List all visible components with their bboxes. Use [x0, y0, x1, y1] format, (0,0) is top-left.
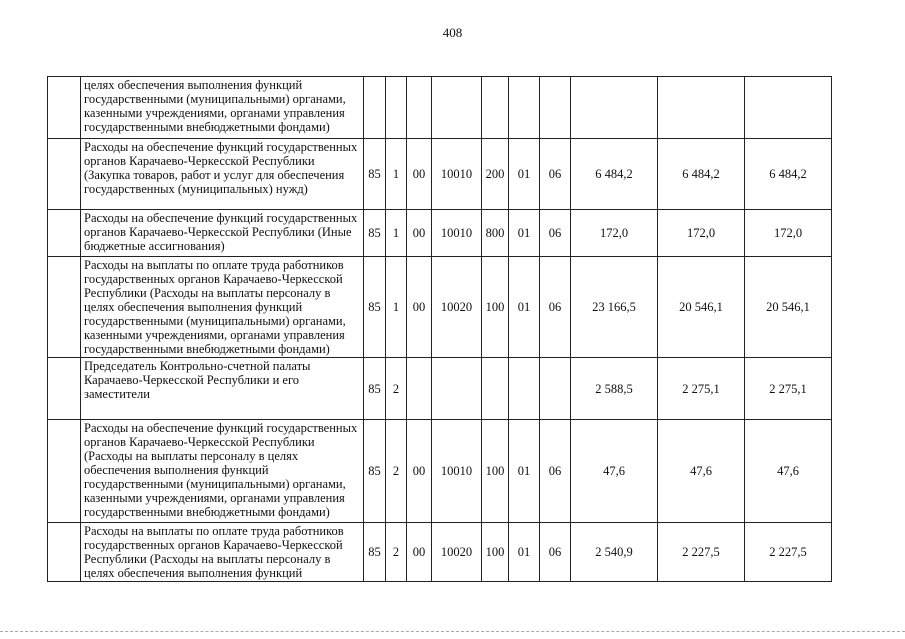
section-code-cell: 01 — [509, 257, 540, 358]
section-code-cell: 01 — [509, 523, 540, 582]
row-margin-cell — [48, 358, 81, 420]
section-code-cell: 01 — [509, 210, 540, 257]
expense-type-code-cell: 800 — [482, 210, 509, 257]
direction-code-cell: 10010 — [432, 210, 482, 257]
program-code-cell — [407, 358, 432, 420]
subsection-code-cell: 06 — [540, 523, 571, 582]
group-code-cell: 85 — [364, 210, 386, 257]
subsection-code-cell — [540, 77, 571, 139]
section-code-cell: 01 — [509, 420, 540, 523]
direction-code-cell: 10010 — [432, 420, 482, 523]
table-row — [48, 77, 832, 139]
subgroup-code-cell — [386, 77, 407, 139]
group-code-cell: 85 — [364, 358, 386, 420]
amount-year-3-cell: 6 484,2 — [745, 139, 832, 210]
subgroup-code-cell: 1 — [386, 210, 407, 257]
group-code-cell: 85 — [364, 257, 386, 358]
program-code-cell: 00 — [407, 257, 432, 358]
scan-edge-line — [0, 631, 905, 632]
direction-code-cell: 10020 — [432, 257, 482, 358]
amount-year-1-cell: 47,6 — [571, 420, 658, 523]
amount-year-3-cell: 172,0 — [745, 210, 832, 257]
subsection-code-cell: 06 — [540, 257, 571, 358]
amount-year-2-cell: 2 227,5 — [658, 523, 745, 582]
row-margin-cell — [48, 523, 81, 582]
amount-year-2-cell: 2 275,1 — [658, 358, 745, 420]
subgroup-code-cell: 1 — [386, 257, 407, 358]
subsection-code-cell: 06 — [540, 210, 571, 257]
subgroup-code-cell: 2 — [386, 523, 407, 582]
group-code-cell: 85 — [364, 139, 386, 210]
amount-year-1-cell: 2 540,9 — [571, 523, 658, 582]
expense-name-cell: Расходы на обеспечение функций государственных органов Карачаево-Черкесской Республики (Расходы на выплаты персоналу в целях обеспечения выполнения функций государственными (муниципальными) органами, казенными учреждениями, органами управления государственными внебюджетными фондами) — [81, 420, 364, 523]
amount-year-3-cell: 2 275,1 — [745, 358, 832, 420]
direction-code-cell — [432, 358, 482, 420]
amount-year-2-cell: 172,0 — [658, 210, 745, 257]
direction-code-cell: 10020 — [432, 523, 482, 582]
row-margin-cell — [48, 210, 81, 257]
program-code-cell — [407, 77, 432, 139]
expense-name-cell: целях обеспечения выполнения функций государственными (муниципальными) органами, казенными учреждениями, органами управления государственными внебюджетными фондами) — [81, 77, 364, 139]
direction-code-cell — [432, 77, 482, 139]
program-code-cell: 00 — [407, 139, 432, 210]
group-code-cell: 85 — [364, 420, 386, 523]
section-code-cell — [509, 358, 540, 420]
expense-type-code-cell: 100 — [482, 257, 509, 358]
amount-year-1-cell — [571, 77, 658, 139]
group-code-cell: 85 — [364, 523, 386, 582]
table-row — [48, 358, 832, 420]
expense-type-code-cell: 200 — [482, 139, 509, 210]
expense-type-code-cell — [482, 77, 509, 139]
expense-name-cell: Расходы на обеспечение функций государственных органов Карачаево-Черкесской Республики (Закупка товаров, работ и услуг для обеспечения государственных (муниципальных) нужд) — [81, 139, 364, 210]
subsection-code-cell: 06 — [540, 420, 571, 523]
expense-name-cell: Председатель Контрольно-счетной палаты Карачаево-Черкесской Республики и его заместители — [81, 358, 364, 420]
row-margin-cell — [48, 257, 81, 358]
expense-type-code-cell — [482, 358, 509, 420]
table-row — [48, 523, 832, 582]
row-margin-cell — [48, 420, 81, 523]
amount-year-3-cell: 2 227,5 — [745, 523, 832, 582]
amount-year-1-cell: 6 484,2 — [571, 139, 658, 210]
subsection-code-cell: 06 — [540, 139, 571, 210]
group-code-cell — [364, 77, 386, 139]
amount-year-3-cell — [745, 77, 832, 139]
row-margin-cell — [48, 77, 81, 139]
program-code-cell: 00 — [407, 210, 432, 257]
page-number: 408 — [442, 25, 463, 40]
amount-year-1-cell: 2 588,5 — [571, 358, 658, 420]
amount-year-2-cell: 6 484,2 — [658, 139, 745, 210]
section-code-cell — [509, 77, 540, 139]
direction-code-cell: 10010 — [432, 139, 482, 210]
subgroup-code-cell: 2 — [386, 420, 407, 523]
amount-year-3-cell: 20 546,1 — [745, 257, 832, 358]
amount-year-3-cell: 47,6 — [745, 420, 832, 523]
program-code-cell: 00 — [407, 523, 432, 582]
table-row — [48, 139, 832, 210]
amount-year-1-cell: 23 166,5 — [571, 257, 658, 358]
amount-year-2-cell — [658, 77, 745, 139]
amount-year-2-cell: 20 546,1 — [658, 257, 745, 358]
budget-table — [47, 76, 832, 582]
table-row — [48, 257, 832, 358]
subsection-code-cell — [540, 358, 571, 420]
expense-type-code-cell: 100 — [482, 420, 509, 523]
expense-type-code-cell: 100 — [482, 523, 509, 582]
program-code-cell: 00 — [407, 420, 432, 523]
table-row — [48, 420, 832, 523]
amount-year-1-cell: 172,0 — [571, 210, 658, 257]
table-row — [48, 210, 832, 257]
expense-name-cell: Расходы на выплаты по оплате труда работников государственных органов Карачаево-Черкесской Республики (Расходы на выплаты персоналу в целях обеспечения выполнения функций государственными (муниципальными) органами, казенными учреждениями, органами управления государственными внебюджетными фондами) — [81, 257, 364, 358]
subgroup-code-cell: 1 — [386, 139, 407, 210]
row-margin-cell — [48, 139, 81, 210]
expense-name-cell: Расходы на выплаты по оплате труда работников государственных органов Карачаево-Черкесской Республики (Расходы на выплаты персоналу в целях обеспечения выполнения функций — [81, 523, 364, 582]
section-code-cell: 01 — [509, 139, 540, 210]
amount-year-2-cell: 47,6 — [658, 420, 745, 523]
expense-name-cell: Расходы на обеспечение функций государственных органов Карачаево-Черкесской Республики (Иные бюджетные ассигнования) — [81, 210, 364, 257]
subgroup-code-cell: 2 — [386, 358, 407, 420]
